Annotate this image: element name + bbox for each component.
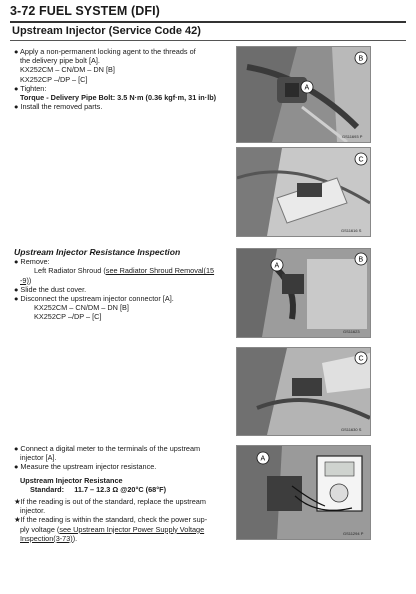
fig1-label-corner: B xyxy=(358,55,364,63)
remove-shroud xyxy=(14,266,214,275)
slide-step: ● Slide the dust cover. xyxy=(14,284,87,294)
install-block xyxy=(14,47,216,111)
section-title-text: Upstream Injector (Service Code 42) xyxy=(12,25,201,37)
install-step-2: ● Tighten: xyxy=(14,83,47,93)
connect-step: ● Connect a digital meter to the terminals of the upstream xyxy=(14,444,201,453)
install-model-1: KX252CM – CN/DM – DN [B] xyxy=(20,65,115,75)
figure-5-photo xyxy=(236,445,371,540)
within-text: ply voltage ( xyxy=(20,524,60,534)
fig3-label-a: A xyxy=(274,262,280,270)
header-rule xyxy=(10,21,406,23)
figure-4-photo xyxy=(236,347,371,436)
fig1-code: GS11693 P xyxy=(342,134,363,139)
remove-shroud-cont xyxy=(14,276,214,285)
fig5-code: GS11294 P xyxy=(343,531,364,536)
fig4-code: GS11630 S xyxy=(341,427,362,432)
install-model-2: KX252CP –/DP – [C] xyxy=(20,74,88,84)
fig4-label-corner: C xyxy=(358,355,364,363)
fig2-label-corner: C xyxy=(358,156,364,164)
torque-spec: Torque - Delivery Pipe Bolt: 3.5 N·m (0.36 kgf·m, 31 in·lb) xyxy=(20,93,217,103)
install-step-1: ● Apply a non-permanent locking agent to the threads of xyxy=(14,47,196,56)
inspection-block xyxy=(14,248,214,322)
install-step-1b: the delivery pipe bolt [A]. xyxy=(20,56,100,66)
page-title: 3-72 FUEL SYSTEM (DFI) xyxy=(10,4,160,18)
fig2-code: GS11616 S xyxy=(341,228,362,233)
measure-block xyxy=(14,444,207,543)
section-title xyxy=(12,25,201,37)
fig1-label-a: A xyxy=(304,84,310,92)
shroud-text: Left Radiator Shroud ( xyxy=(34,266,106,276)
page-header xyxy=(10,4,406,23)
disconnect-step: ● Disconnect the upstream injector connector [A]. xyxy=(14,294,174,304)
figure-2-photo xyxy=(236,147,371,237)
figure-1-photo xyxy=(236,46,371,143)
measure-step: ● Measure the upstream injector resistance. xyxy=(14,462,157,472)
standard-label: Standard: xyxy=(30,484,65,494)
connect-step-b: injector [A]. xyxy=(20,453,57,463)
shroud-link-cont[interactable]: -9) xyxy=(20,275,29,285)
remove-step: ● Remove: xyxy=(14,257,50,267)
standard-value: 11.7 – 12.3 Ω @20°C (68°F) xyxy=(74,484,167,494)
fig5-label-a: A xyxy=(260,455,266,463)
inspection-model-1: KX252CM – CN/DM – DN [B] xyxy=(34,303,129,313)
section-rule xyxy=(10,40,406,41)
within-standard-c xyxy=(14,534,207,543)
out-of-standard-b: injector. xyxy=(20,506,46,516)
shroud-link[interactable]: see Radiator Shroud Removal(15 xyxy=(105,266,215,276)
out-of-standard: ★If the reading is out of the standard, replace the upstream xyxy=(14,497,206,507)
inspection-title: Upstream Injector Resistance Inspection xyxy=(14,247,181,257)
voltage-link[interactable]: see Upstream Injector Power Supply Voltage xyxy=(59,524,205,534)
figure-3-photo xyxy=(236,248,371,338)
fig3-code: GS11623 xyxy=(343,329,360,334)
fig3-label-corner: B xyxy=(358,256,364,264)
install-step-3: ● Install the removed parts. xyxy=(14,102,103,112)
inspection-model-2: KX252CP –/DP – [C] xyxy=(34,312,102,322)
shroud-close: ) xyxy=(28,275,32,285)
spec-title: Upstream Injector Resistance xyxy=(20,475,123,485)
within-standard: ★If the reading is within the standard, check the power sup- xyxy=(14,515,208,525)
within-standard-b xyxy=(14,525,207,534)
spec-row xyxy=(14,485,207,494)
within-close: ). xyxy=(72,533,78,543)
voltage-link-cont[interactable]: Inspection(3-73) xyxy=(20,533,73,543)
